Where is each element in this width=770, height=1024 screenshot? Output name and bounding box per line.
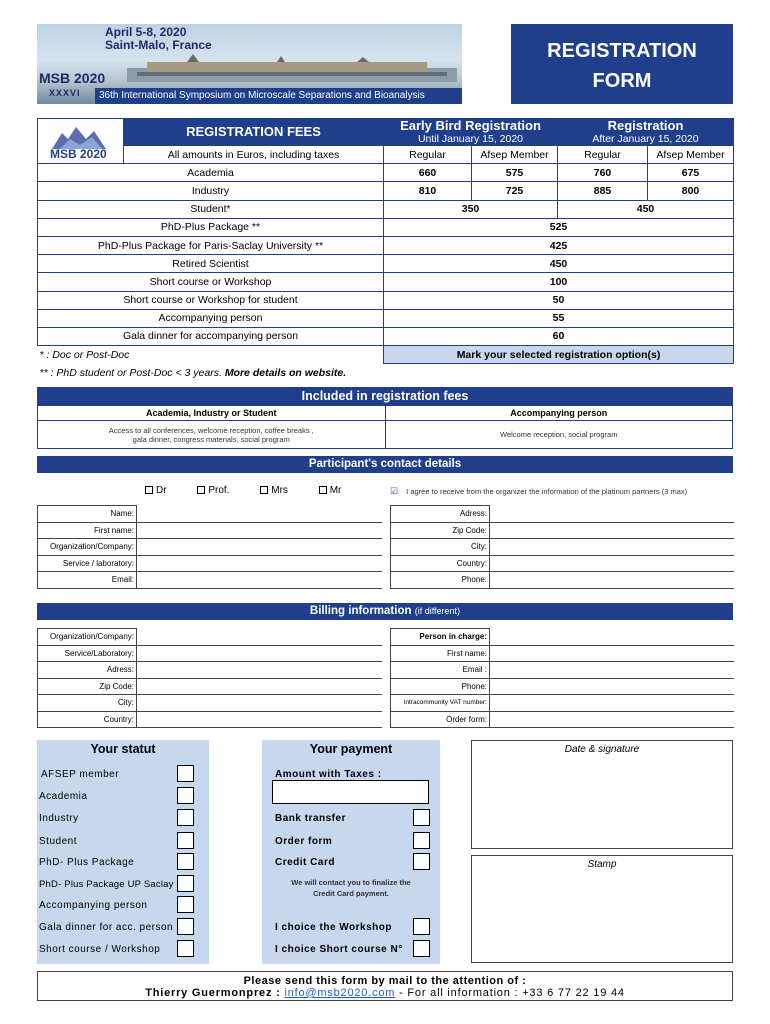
short-course-choice-label: I choice Short course N°: [275, 944, 403, 955]
phone-field[interactable]: [490, 572, 734, 589]
order-form-field[interactable]: [490, 711, 734, 728]
credit-card-note: [262, 877, 440, 899]
logo-label: MSB 2020: [50, 147, 107, 162]
date-signature-label: Date & signature: [564, 744, 640, 755]
amount-input[interactable]: [272, 780, 429, 804]
table-row: [38, 273, 734, 291]
fee-value: 100: [384, 273, 734, 291]
service-field[interactable]: [137, 555, 382, 572]
status-short-course-checkbox[interactable]: [177, 940, 194, 957]
status-accompanying-checkbox[interactable]: [177, 896, 194, 913]
billing-first-name-label: First name:: [391, 645, 490, 662]
billing-email-field[interactable]: [490, 662, 734, 679]
fee-value: 450: [384, 255, 734, 273]
email-label: Email:: [38, 572, 137, 589]
contact-name: Thierry Guermonprez :: [145, 987, 281, 999]
conference-dates: [105, 26, 212, 52]
col-afsep-late: Afsep Member: [648, 146, 734, 164]
partner-consent[interactable]: [390, 486, 687, 497]
zip-code-field[interactable]: [490, 522, 734, 539]
fee-label: Short course or Workshop: [38, 273, 384, 291]
credit-card-label: Credit Card: [275, 857, 335, 868]
city-field[interactable]: [490, 539, 734, 556]
status-industry-checkbox[interactable]: [177, 809, 194, 826]
contact-form: [37, 505, 734, 589]
fee-value: 760: [558, 164, 648, 182]
zip-code-label: Zip Code:: [391, 522, 490, 539]
conference-banner: [37, 24, 462, 104]
table-row: [38, 291, 734, 309]
billing-country-field[interactable]: [137, 711, 382, 728]
billing-title: Billing information: [309, 605, 412, 617]
stamp-box[interactable]: [471, 855, 733, 963]
workshop-choice-label: I choice the Workshop: [275, 922, 392, 933]
billing-organization-label: Organization/Company:: [38, 629, 137, 646]
included-col2-title: Accompanying person: [385, 406, 733, 421]
footer-contact: [37, 971, 733, 1001]
fee-value: 450: [558, 200, 734, 218]
col-regular-early: Regular: [384, 146, 472, 164]
billing-organization-field[interactable]: [137, 629, 382, 646]
included-col1-line1: Access to all conferences, welcome reception, coffee breaks ,: [108, 425, 314, 435]
fee-value: 350: [384, 200, 558, 218]
table-row: [38, 182, 734, 200]
date-signature-box[interactable]: [471, 740, 733, 849]
credit-card-note-line1: We will contact you to finalize the: [291, 878, 411, 887]
fee-value: 800: [648, 182, 734, 200]
fee-value: 60: [384, 327, 734, 345]
city-label: City:: [391, 539, 490, 556]
email-field[interactable]: [137, 572, 382, 589]
billing-city-label: City:: [38, 695, 137, 712]
person-in-charge-label: Person in charge:: [391, 629, 490, 646]
fee-label: Short course or Workshop for student: [38, 291, 384, 309]
billing-phone-field[interactable]: [490, 678, 734, 695]
table-row: [38, 164, 734, 182]
included-title: Included in registration fees: [37, 387, 733, 405]
address-label: Adress:: [391, 506, 490, 523]
fee-label: PhD-Plus Package for Paris-Saclay University **: [38, 236, 384, 254]
status-phd-plus-saclay-checkbox[interactable]: [177, 875, 194, 892]
checkbox-icon[interactable]: [145, 486, 153, 494]
status-afsep-checkbox[interactable]: [177, 765, 194, 782]
title-options: [145, 485, 369, 496]
billing-address-field[interactable]: [137, 662, 382, 679]
amount-label: Amount with Taxes :: [275, 769, 382, 780]
address-field[interactable]: [490, 506, 734, 523]
organization-field[interactable]: [137, 539, 382, 556]
early-bird-header: [384, 119, 558, 146]
partner-consent-label: I agree to receive from the organizer the information of the platinum partners (3 max): [406, 487, 688, 496]
registration-fees-table: [37, 118, 734, 382]
status-student-checkbox[interactable]: [177, 832, 194, 849]
vat-number-label: Intracommunity VAT number:: [391, 695, 490, 712]
fee-value: 425: [384, 236, 734, 254]
status-short-course-label: Short course / Workshop: [39, 944, 161, 955]
checked-box-icon[interactable]: ☑: [390, 486, 399, 496]
early-bird-title: Early Bird Registration: [400, 118, 541, 133]
short-course-number-box[interactable]: [413, 940, 430, 957]
payment-panel: [262, 740, 440, 964]
footnote-more-details: More details on website.: [224, 367, 347, 380]
billing-title-note: (if different): [414, 606, 461, 616]
title-option-dr[interactable]: Dr: [145, 485, 181, 496]
checkbox-icon[interactable]: [260, 486, 268, 494]
conference-location: Saint-Malo, France: [105, 38, 212, 52]
status-panel: [37, 740, 209, 964]
billing-phone-label: Phone:: [391, 678, 490, 695]
status-gala-checkbox[interactable]: [177, 918, 194, 935]
payment-title: Your payment: [309, 742, 393, 756]
fee-label: PhD-Plus Package **: [38, 218, 384, 236]
footer-instruction: Please send this form by mail to the attention of :: [243, 975, 527, 987]
amounts-note: All amounts in Euros, including taxes: [124, 146, 384, 164]
billing-first-name-field[interactable]: [490, 645, 734, 662]
status-academia-checkbox[interactable]: [177, 787, 194, 804]
stamp-label: Stamp: [587, 859, 617, 870]
edition-roman-numeral: XXXVI: [49, 88, 81, 98]
order-form-checkbox[interactable]: [413, 832, 430, 849]
conference-subtitle: 36th International Symposium on Microscale Separations and Bioanalysis: [95, 88, 462, 104]
billing-email-label: Email :: [391, 662, 490, 679]
billing-country-label: Country:: [38, 711, 137, 728]
fee-value: 575: [472, 164, 558, 182]
workshop-choice-checkbox[interactable]: [413, 918, 430, 935]
footer-contact-line: [38, 987, 732, 999]
person-in-charge-field[interactable]: [490, 629, 734, 646]
fee-label: Gala dinner for accompanying person: [38, 327, 384, 345]
status-academia-label: Academia: [39, 791, 88, 802]
contact-email-link[interactable]: info@msb2020.com: [284, 987, 396, 999]
country-label: Country:: [391, 555, 490, 572]
phone-label: Phone:: [391, 572, 490, 589]
table-row: [38, 200, 734, 218]
footnote-phd-text: ** : PhD student or Post-Doc < 3 years.: [39, 367, 222, 380]
contact-phone: - For all information : +33 6 77 22 19 44: [399, 987, 625, 999]
status-afsep-label: AFSEP member: [41, 769, 120, 780]
status-student-label: Student: [39, 836, 77, 847]
saint-malo-skyline-image: [127, 54, 457, 82]
credit-card-note-line2: Credit Card payment.: [313, 889, 389, 898]
fee-value: 810: [384, 182, 472, 200]
fee-value: 50: [384, 291, 734, 309]
billing-zip-field[interactable]: [137, 678, 382, 695]
registration-title: Registration: [607, 118, 684, 133]
status-gala-label: Gala dinner for acc. person: [39, 922, 174, 933]
form-title-line1: REGISTRATION: [547, 40, 697, 62]
registration-subtitle: After January 15, 2020: [592, 133, 699, 145]
included-table: [37, 405, 733, 449]
credit-card-checkbox[interactable]: [413, 853, 430, 870]
title-option-mrs[interactable]: Mrs: [260, 485, 302, 496]
status-industry-label: Industry: [39, 813, 79, 824]
table-row: [38, 255, 734, 273]
billing-service-label: Service/Laboratory:: [38, 645, 137, 662]
table-row: [38, 236, 734, 254]
fee-label: Industry: [38, 182, 384, 200]
table-row: [38, 309, 734, 327]
mark-option-banner: Mark your selected registration option(s): [384, 346, 734, 364]
order-form-payment-label: Order form: [275, 836, 333, 847]
fee-value: 675: [648, 164, 734, 182]
fees-title: REGISTRATION FEES: [124, 119, 384, 146]
billing-city-field[interactable]: [137, 695, 382, 712]
included-col2-text: Welcome reception, social program: [385, 421, 733, 449]
status-phd-plus-checkbox[interactable]: [177, 853, 194, 870]
early-bird-subtitle: Until January 15, 2020: [417, 133, 524, 145]
form-title: [511, 24, 733, 104]
country-field[interactable]: [490, 555, 734, 572]
fee-value: 55: [384, 309, 734, 327]
status-title: Your statut: [90, 742, 156, 756]
contact-title: Participant's contact details: [37, 456, 733, 473]
bank-transfer-checkbox[interactable]: [413, 809, 430, 826]
checkbox-icon[interactable]: [319, 486, 327, 494]
fee-value: 660: [384, 164, 472, 182]
fee-value: 725: [472, 182, 558, 200]
msb-mini-logo: [38, 119, 124, 164]
conference-date: April 5-8, 2020: [105, 25, 187, 39]
billing-zip-label: Zip Code:: [38, 678, 137, 695]
bank-transfer-label: Bank transfer: [275, 813, 346, 824]
status-phd-plus-saclay-label: PhD- Plus Package UP Saclay: [39, 879, 174, 890]
status-accompanying-label: Accompanying person: [39, 900, 148, 911]
fee-value: 885: [558, 182, 648, 200]
included-col1-text: [38, 421, 386, 449]
fee-label: Academia: [38, 164, 384, 182]
included-col1-line2: gala dinner, congress materials, social program: [132, 434, 290, 444]
title-option-prof[interactable]: Prof.: [197, 485, 243, 496]
fee-label: Accompanying person: [38, 309, 384, 327]
billing-address-label: Adress:: [38, 662, 137, 679]
table-row: [38, 327, 734, 345]
form-title-line2: FORM: [592, 70, 652, 92]
status-phd-plus-label: PhD- Plus Package: [39, 857, 135, 868]
name-label: Name:: [38, 506, 137, 523]
col-regular-late: Regular: [558, 146, 648, 164]
vat-number-field[interactable]: [490, 695, 734, 712]
msb-logo-text: MSB 2020: [39, 70, 106, 86]
billing-service-field[interactable]: [137, 645, 382, 662]
table-row: [38, 218, 734, 236]
order-form-label: Order form:: [391, 711, 490, 728]
fee-label: Retired Scientist: [38, 255, 384, 273]
billing-form: [37, 628, 734, 728]
title-option-mr[interactable]: Mr: [319, 485, 356, 496]
fee-label: Student*: [38, 200, 384, 218]
billing-title-bar: [37, 603, 733, 620]
footnote-phd: [38, 364, 734, 382]
name-field[interactable]: [137, 506, 382, 523]
first-name-field[interactable]: [137, 522, 382, 539]
col-afsep-early: Afsep Member: [472, 146, 558, 164]
registration-header: [558, 119, 734, 146]
footnote-doc: * : Doc or Post-Doc: [39, 348, 130, 361]
fee-value: 525: [384, 218, 734, 236]
organization-label: Organization/Company:: [38, 539, 137, 556]
first-name-label: First name:: [38, 522, 137, 539]
service-label: Service / laboratory:: [38, 555, 137, 572]
checkbox-icon[interactable]: [197, 486, 205, 494]
included-col1-title: Academia, Industry or Student: [38, 406, 386, 421]
